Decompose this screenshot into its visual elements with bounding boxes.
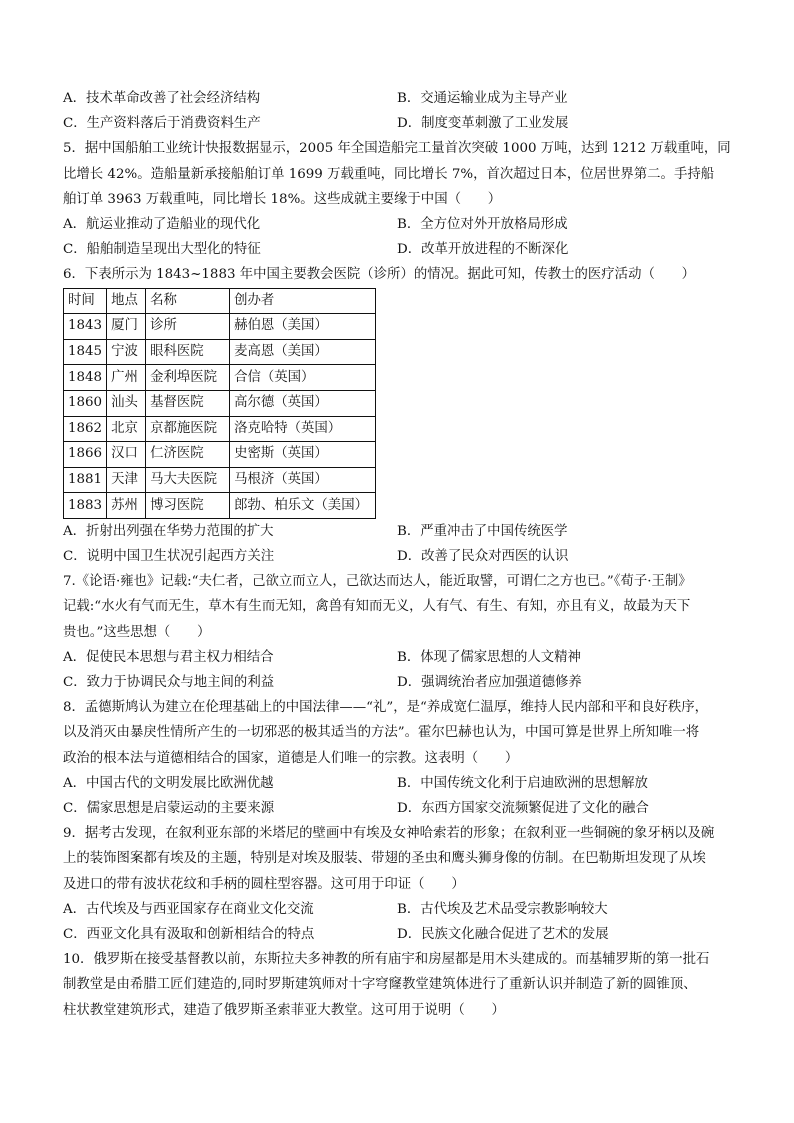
- table-cell: 博习医院: [146, 493, 230, 519]
- option-b[interactable]: B．中国传统文化利于启迪欧洲的思想解放: [397, 775, 648, 791]
- options-row: [63, 519, 743, 544]
- table-cell: 苏州: [107, 493, 146, 519]
- q4-options-row-2: [63, 111, 743, 136]
- options-row: [63, 212, 743, 237]
- options-row: [63, 796, 743, 821]
- option-c[interactable]: C．生产资料落后于消费资料生产: [63, 116, 261, 132]
- option-b[interactable]: B．体现了儒家思想的人文精神: [397, 649, 581, 665]
- question-stem-line: 9．据考古发现，在叙利亚东部的米塔尼的壁画中有埃及女神哈索若的形象；在叙利亚一些铜碗的象牙柄以及碗: [63, 826, 715, 842]
- table-cell: 洛克哈特（英国）: [230, 416, 376, 442]
- table-header-cell: 地点: [107, 288, 146, 314]
- table-cell: 基督医院: [146, 390, 230, 416]
- table-cell: 北京: [107, 416, 146, 442]
- option-c[interactable]: C．西亚文化具有汲取和创新相结合的特点: [63, 927, 315, 943]
- table-row: [64, 493, 376, 519]
- option-b[interactable]: B．交通运输业成为主导产业: [397, 91, 568, 106]
- table-row: [64, 442, 376, 468]
- option-a[interactable]: A．技术革命改善了社会经济结构: [63, 91, 261, 106]
- table-cell: 汕头: [107, 390, 146, 416]
- table-header-row: [64, 288, 376, 314]
- question-stem-line: 7.《论语·雍也》记载:“夫仁者，己欲立而立人，己欲达而达人，能近取譬，可谓仁之方也已。”《荀子·王制》: [63, 574, 692, 590]
- options-row: [63, 897, 743, 922]
- option-c[interactable]: C．儒家思想是启蒙运动的主要来源: [63, 801, 275, 817]
- option-a[interactable]: A．折射出列强在华势力范围的扩大: [63, 523, 274, 539]
- table-header-cell: 名称: [146, 288, 230, 314]
- table-cell: 天津: [107, 467, 146, 493]
- options-row: [63, 670, 743, 695]
- table-cell: 1848: [64, 365, 107, 391]
- question-stem-line: 柱状教堂建筑形式，建造了俄罗斯圣索菲亚大教堂。这可用于说明（ ）: [63, 1002, 505, 1018]
- question-stem-line: 比增长 42%。造船量新承接船舶订单 1699 万载重吨，同比增长 7%，首次超过日本，位居世界第二。手持船: [63, 166, 715, 182]
- table-row: [64, 390, 376, 416]
- question-stem: 6．下表所示为 1843~1883 年中国主要教会医院（诊所）的情况。据此可知，传教士的医疗活动（ ）: [63, 267, 696, 283]
- option-d[interactable]: D．改革开放进程的不断深化: [397, 242, 569, 258]
- option-c[interactable]: C．船舶制造呈现出大型化的特征: [63, 242, 261, 258]
- option-c[interactable]: C．致力于协调民众与地主间的利益: [63, 675, 275, 691]
- table-cell: 郎勃、柏乐文（美国）: [230, 493, 376, 519]
- table-row: [64, 365, 376, 391]
- question-stem-line: 舶订单 3963 万载重吨，同比增长 18%。这些成就主要缘于中国（ ）: [63, 191, 502, 207]
- option-d[interactable]: D．制度变革刺激了工业发展: [397, 116, 569, 132]
- option-a[interactable]: A．中国古代的文明发展比欧洲优越: [63, 775, 274, 791]
- option-a[interactable]: A．古代埃及与西亚国家存在商业文化交流: [63, 901, 314, 917]
- table-cell: 诊所: [146, 314, 230, 340]
- table-cell: 眼科医院: [146, 339, 230, 365]
- option-d[interactable]: D．改善了民众对西医的认识: [397, 549, 569, 565]
- question-stem-line: 上的装饰图案都有埃及的主题，特别是对埃及服装、带翅的圣虫和鹰头狮身像的仿制。在巴勒斯坦发现了从埃: [63, 851, 706, 867]
- option-b[interactable]: B．全方位对外开放格局形成: [397, 216, 568, 232]
- option-b[interactable]: B．古代埃及艺术品受宗教影响较大: [397, 901, 608, 917]
- question-9: [63, 821, 743, 947]
- question-stem-line: 10．俄罗斯在接受基督教以前，东斯拉夫多神教的所有庙宇和房屋都是用木头建成的。而基辅罗斯的第一批石: [63, 952, 710, 968]
- table-cell: 马根济（英国）: [230, 467, 376, 493]
- options-row: [63, 237, 743, 262]
- table-cell: 厦门: [107, 314, 146, 340]
- options-row: [63, 544, 743, 569]
- question-stem-line: 政治的根本法与道德相结合的国家，道德是人们唯一的宗教。这表明（ ）: [63, 750, 519, 766]
- question-stem-line: 8．孟德斯鸠认为建立在伦理基础上的中国法律——“礼”，是“养成宽仁温厚，维持人民内部和平和良好秩序，: [63, 700, 709, 716]
- question-stem-line: 记载:“水火有气而无生，草木有生而无知，禽兽有知而无义，人有气、有生、有知，亦且有义，故最为天下: [63, 599, 691, 615]
- question-stem-line: 贵也。”这些思想（ ）: [63, 624, 211, 640]
- table-cell: 京都施医院: [146, 416, 230, 442]
- question-8: [63, 695, 743, 821]
- options-row: [63, 645, 743, 670]
- table-header-cell: 创办者: [230, 288, 376, 314]
- q4-options-row-1: [63, 86, 743, 111]
- option-d[interactable]: D．强调统治者应加强道德修养: [397, 675, 582, 691]
- table-header-cell: 时间: [64, 288, 107, 314]
- question-7: [63, 569, 743, 695]
- table-cell: 宁波: [107, 339, 146, 365]
- options-row: [63, 771, 743, 796]
- table-cell: 史密斯（英国）: [230, 442, 376, 468]
- option-d[interactable]: D．民族文化融合促进了艺术的发展: [397, 927, 609, 943]
- table-cell: 1881: [64, 467, 107, 493]
- table-cell: 1866: [64, 442, 107, 468]
- table-cell: 1883: [64, 493, 107, 519]
- exam-page: [63, 86, 743, 1023]
- table-cell: 金利埠医院: [146, 365, 230, 391]
- table-cell: 1860: [64, 390, 107, 416]
- table-row: [64, 314, 376, 340]
- table-cell: 1845: [64, 339, 107, 365]
- table-cell: 赫伯恩（美国）: [230, 314, 376, 340]
- option-a[interactable]: A．促使民本思想与君主权力相结合: [63, 649, 274, 665]
- table-row: [64, 339, 376, 365]
- table-cell: 仁济医院: [146, 442, 230, 468]
- table-row: [64, 416, 376, 442]
- options-row: [63, 922, 743, 947]
- question-6: [63, 262, 743, 569]
- hospital-table: [63, 288, 376, 519]
- table-cell: 1862: [64, 416, 107, 442]
- table-cell: 1843: [64, 314, 107, 340]
- table-cell: 合信（英国）: [230, 365, 376, 391]
- question-10: [63, 947, 743, 1023]
- question-stem-line: 及进口的带有波状花纹和手柄的圆柱型容器。这可用于印证（ ）: [63, 876, 465, 892]
- table-cell: 麦高恩（美国）: [230, 339, 376, 365]
- table-cell: 高尔德（英国）: [230, 390, 376, 416]
- option-d[interactable]: D．东西方国家交流频繁促进了文化的融合: [397, 801, 649, 817]
- question-stem-line: 5．据中国船舶工业统计快报数据显示，2005 年全国造船完工量首次突破 1000 万吨，达到 1212 万载重吨，同: [63, 141, 731, 157]
- question-stem-line: 制教堂是由希腊工匠们建造的,同时罗斯建筑师对十字穹窿教堂建筑体进行了重新认识并制造了新的圆锥顶、: [63, 977, 697, 993]
- option-c[interactable]: C．说明中国卫生状况引起西方关注: [63, 549, 275, 565]
- option-b[interactable]: B．严重冲击了中国传统医学: [397, 523, 568, 539]
- table-cell: 广州: [107, 365, 146, 391]
- table-row: [64, 467, 376, 493]
- option-a[interactable]: A．航运业推动了造船业的现代化: [63, 216, 261, 232]
- question-stem-line: 以及消灭由暴戾性情所产生的一切邪恶的极其适当的方法”。霍尔巴赫也认为，中国可算是世界上所知唯一将: [63, 725, 700, 741]
- table-cell: 马大夫医院: [146, 467, 230, 493]
- table-cell: 汉口: [107, 442, 146, 468]
- question-5: [63, 136, 743, 262]
